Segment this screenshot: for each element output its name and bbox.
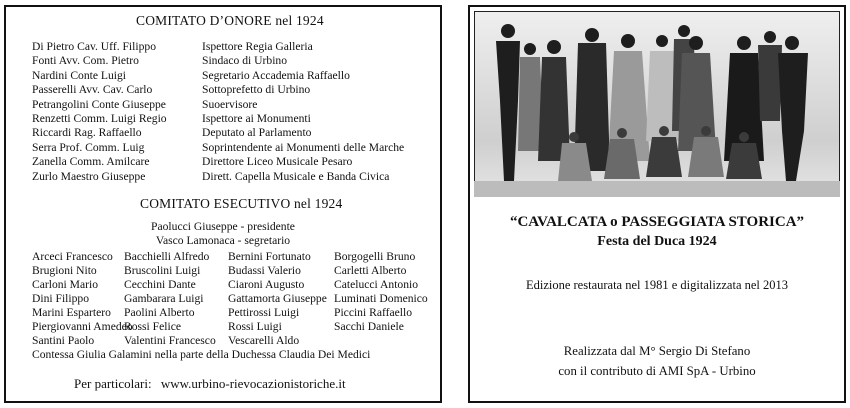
credit-line-1: Realizzata dal M° Sergio Di Stefano xyxy=(563,344,751,358)
exec-member: Cecchini Dante xyxy=(124,278,196,291)
left-panel xyxy=(4,5,442,403)
exec-member: Rossi Felice xyxy=(124,320,182,333)
contact-line xyxy=(74,376,346,392)
honor-member-role: Soprintendente ai Monumenti delle Marche xyxy=(202,140,405,154)
exec-member: Marini Espartero xyxy=(32,306,111,319)
honor-member-name: Zurlo Maestro Giuseppe xyxy=(32,169,146,183)
president-line: Paolucci Giuseppe - presidente xyxy=(151,220,295,233)
honor-member-role: Direttore Liceo Musicale Pesaro xyxy=(202,155,353,169)
exec-member: Piccini Raffaello xyxy=(334,306,413,319)
exec-member: Pettirossi Luigi xyxy=(228,306,300,319)
exec-member: Catelucci Antonio xyxy=(334,278,419,291)
exec-member: Ciaroni Augusto xyxy=(228,278,305,291)
honor-member-role: Suoervisore xyxy=(202,97,258,111)
honor-member-role: Ispettore ai Monumenti xyxy=(202,112,311,125)
honor-member-role: Dirett. Capella Musicale e Banda Civica xyxy=(202,169,390,183)
honor-member-name: Zanella Comm. Amilcare xyxy=(32,155,150,169)
honor-member-name: Passerelli Avv. Cav. Carlo xyxy=(32,83,153,97)
honor-member-name: Serra Prof. Comm. Luig xyxy=(32,140,145,154)
honor-member-name: Fonti Avv. Com. Pietro xyxy=(32,54,139,68)
exec-member: Piergiovanni Amedeo xyxy=(32,320,133,333)
exec-member: Rossi Luigi xyxy=(228,320,282,333)
exec-member: Bacchielli Alfredo xyxy=(124,250,210,263)
exec-member: Brugioni Nito xyxy=(32,264,97,277)
exec-member: Carloni Mario xyxy=(32,278,99,291)
honor-member-name: Renzetti Comm. Luigi Regio xyxy=(32,112,167,125)
honor-member-role: Ispettore Regia Galleria xyxy=(202,40,313,53)
honor-member-role: Deputato al Parlamento xyxy=(202,126,312,140)
exec-member: Luminati Domenico xyxy=(334,292,428,305)
contessa-line: Contessa Giulia Galamini nella parte della Duchessa Claudia Dei Medici xyxy=(32,348,371,361)
honor-member-name: Di Pietro Cav. Uff. Filippo xyxy=(32,40,156,53)
exec-member: Borgogelli Bruno xyxy=(334,250,416,263)
right-panel xyxy=(468,5,846,403)
secretary-line: Vasco Lamonaca - segretario xyxy=(155,234,291,247)
photo-image xyxy=(474,11,840,197)
exec-member: Gambarara Luigi xyxy=(124,292,204,305)
exec-member: Santini Paolo xyxy=(32,334,95,347)
exec-member: Bruscolini Luigi xyxy=(124,264,201,277)
exec-member: Dini Filippo xyxy=(32,292,90,305)
event-title: “CAVALCATA o PASSEGGIATA STORICA” xyxy=(509,214,805,230)
contact-url[interactable]: www.urbino-rievocazionistoriche.it xyxy=(160,376,346,391)
exec-member: Vescarelli Aldo xyxy=(228,334,300,347)
edition-note: Edizione restaurata nel 1981 e digitalizzata nel 2013 xyxy=(525,278,789,292)
honor-member-role: Sottoprefetto di Urbino xyxy=(202,83,311,97)
historical-group-photo xyxy=(474,11,840,197)
honor-member-role: Segretario Accademia Raffaello xyxy=(202,68,350,82)
exec-member: Bernini Fortunato xyxy=(228,250,311,263)
contact-label: Per particolari: xyxy=(74,376,152,391)
credit-line-2: con il contributo di AMI SpA - Urbino xyxy=(558,364,756,378)
honor-member-name: Nardini Conte Luigi xyxy=(32,68,127,82)
honor-member-name: Riccardi Rag. Raffaello xyxy=(32,126,142,140)
exec-member: Sacchi Daniele xyxy=(334,320,404,333)
exec-member: Valentini Francesco xyxy=(124,334,216,347)
executive-committee-title: COMITATO ESECUTIVO nel 1924 xyxy=(140,196,343,211)
exec-member: Budassi Valerio xyxy=(228,264,301,277)
honor-committee-title: COMITATO D’ONORE nel 1924 xyxy=(136,13,324,28)
event-subtitle: Festa del Duca 1924 xyxy=(597,234,717,249)
exec-member: Gattamorta Giuseppe xyxy=(228,292,327,305)
honor-member-role: Sindaco di Urbino xyxy=(202,54,288,68)
honor-member-name: Petrangolini Conte Giuseppe xyxy=(32,97,166,111)
exec-member: Arceci Francesco xyxy=(32,250,113,263)
exec-member: Carletti Alberto xyxy=(334,264,407,277)
exec-member: Paolini Alberto xyxy=(124,306,195,319)
